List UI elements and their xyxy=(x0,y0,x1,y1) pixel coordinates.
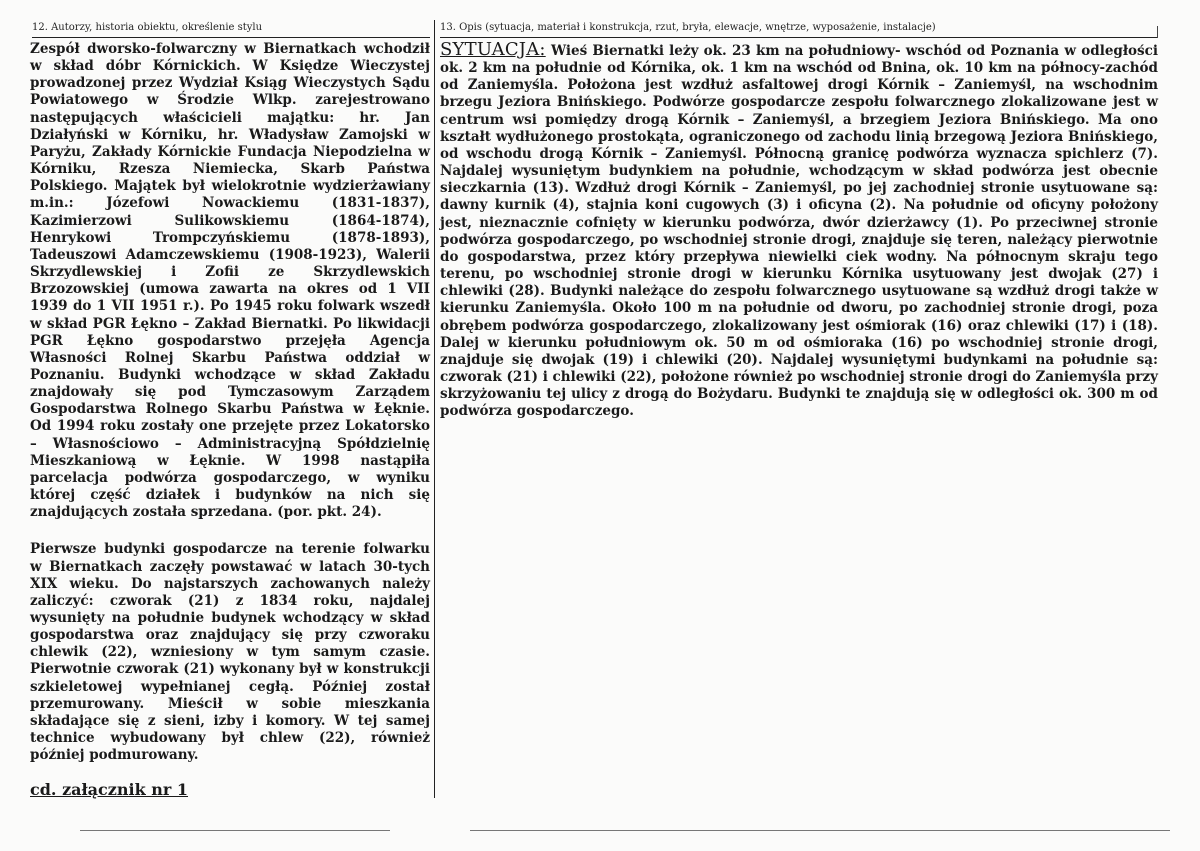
continuation-note: cd. załącznik nr 1 xyxy=(30,780,189,799)
situation-label: SYTUACJA: xyxy=(440,39,546,60)
bottom-rule-left xyxy=(80,830,390,831)
paragraph-gap xyxy=(30,521,430,538)
right-column xyxy=(440,22,1158,420)
section-13-header: 13. Opis (sytuacja, materiał i konstrukcja, rzut, bryła, elewacje, wnętrze, wyposażenie, instalacje) xyxy=(440,22,1158,38)
situation-text: Wieś Biernatki leży ok. 23 km na południowy- wschód od Poznania w odległości ok. 2 km na południe od Kórnika, ok. 1 km na wschód od Bnina, ok. 10 km na północy-zachód od Zaniemyśla. Położona jest wzdłuż asfaltowej drogi Kórnik – Zaniemyśl, na wschodnim brzegu Jeziora Bnińskiego. Podwórze gospodarcze zespołu folwarcznego zlokalizowane jest w centrum wsi pomiędzy drogą Kórnik – Zaniemyśl, a brzegiem Jeziora Bnińskiego. Ma ono kształt wydłużonego prostokąta, ograniczonego od zachodu linią brzegową Jeziora Bnińskiego, od wschodu drogą Kórnik – Zaniemyśl. Północną granicę podwórza wyznacza spichlerz (7). Najdalej wysuniętym budynkiem na południe, wchodzącym w skład podwórza jest obecnie sieczkarnia (13). Wzdłuż drogi Kórnik – Zaniemyśl, po jej zachodniej stronie usytuowane są: dawny kurnik (4), stajnia koni cugowych (3) i oficyna (2). Na południe od oficyny położony jest, nieznacznie cofnięty w kierunku podwórza, dwór dzierżawcy (1). Po przeciwnej stronie podwórza gospodarczego, po wschodniej stronie drogi, znajduje się teren, należący pierwotnie do gospodarstwa, przez który przepływa niewielki ciek wodny. Na północnym skraju tego terenu, po wschodniej stronie drogi w kierunku Kórnika usytuowany jest dwojak (27) i chlewiki (28). Budynki należące do zespołu folwarcznego usytuowane są wzdłuż drogi także w kierunku Zaniemyśla. Około 100 m na południe od dworu, po zachodniej stronie drogi, poza obrębem podwórza gospodarczego, zlokalizowany jest ośmiorak (16) oraz chlewiki (17) i (18). Dalej w kierunku południowym ok. 50 m od ośmioraka (16) po wschodniej stronie drogi, znajduje się dwojak (19) i chlewiki (20). Najdalej wysuniętymi budynkami na południe są: czworak (21) i chlewiki (22), położone również po wschodniej stronie drogi do Zaniemyśla przy skrzyżowaniu tej ulicy z drogą do Bożydaru. Budynki te znajdują się w odległości ok. 300 m od podwórza gospodarczego. xyxy=(440,43,1158,420)
history-paragraph-2: Pierwsze budynki gospodarcze na terenie folwarku w Biernatkach zaczęły powstawać w latach 30-tych XIX wieku. Do najstarszych zachowanych należy zaliczyć: czworak (21) z 1834 roku, najdalej wysunięty na południe budynek wchodzący w skład gospodarstwa oraz znajdujący się przy czworaku chlewik (22), wzniesiony w tym samym czasie. Pierwotnie czworak (21) wykonany był w konstrukcji szkieletowej wypełnianej cegłą. Później został przemurowany. Mieścił w sobie mieszkania składające się z sieni, izby i komory. W tej samej technice wybudowany był chlew (22), również później podmurowany. xyxy=(30,541,430,764)
history-paragraph-1: Zespół dworsko-folwarczny w Biernatkach wchodził w skład dóbr Kórnickich. W Księdze Wieczystej prowadzonej przez Wydział Ksiąg Wieczystych Sądu Powiatowego w Środzie Wlkp. zarejestrowano następujących właścicieli majątku: hr. Jan Działyński w Kórniku, hr. Władysław Zamojski w Paryżu, Zakłady Kórnickie Fundacja Niepodzielna w Kórniku, Rzesza Niemiecka, Skarb Państwa Polskiego. Majątek był wielokrotnie wydzierżawiany m.in.: Józefowi Nowackiemu (1831-1837), Kazimierzowi Sulikowskiemu (1864-1874), Henrykowi Trompczyńskiemu (1878-1893), Tadeuszowi Adamczewskiemu (1908-1923), Walerii Skrzydlewskiej i Zofii ze Skrzydlewskich Brzozowskiej (umowa zawarta na okres od 1 VII 1939 do 1 VII 1951 r.). Po 1945 roku folwark wszedł w skład PGR Łękno – Zakład Biernatki. Po likwidacji PGR Łękno gospodarstwo przejęła Agencja Własności Rolnej Skarbu Państwa oddział w Poznaniu. Budynki wchodzące w skład Zakładu znajdowały się pod Tymczasowym Zarządem Gospodarstwa Rolnego Skarbu Państwa w Łęknie. Od 1994 roku zostały one przejęte przez Lokatorsko – Własnościowo – Administracyjną Spółdzielnię Mieszkaniową w Łęknie. W 1998 nastąpiła parcelacja podwórza gospodarczego, w wyniku której część działek i budynków na nich się znajdujących została sprzedana. (por. pkt. 24). xyxy=(30,41,430,521)
section-12-header: 12. Autorzy, historia obiektu, określenie stylu xyxy=(32,22,430,38)
right-margin-mark xyxy=(1157,26,1158,38)
column-divider xyxy=(434,20,435,798)
situation-paragraph xyxy=(440,41,1158,420)
bottom-rule-right xyxy=(470,830,1170,831)
left-column xyxy=(30,22,430,764)
